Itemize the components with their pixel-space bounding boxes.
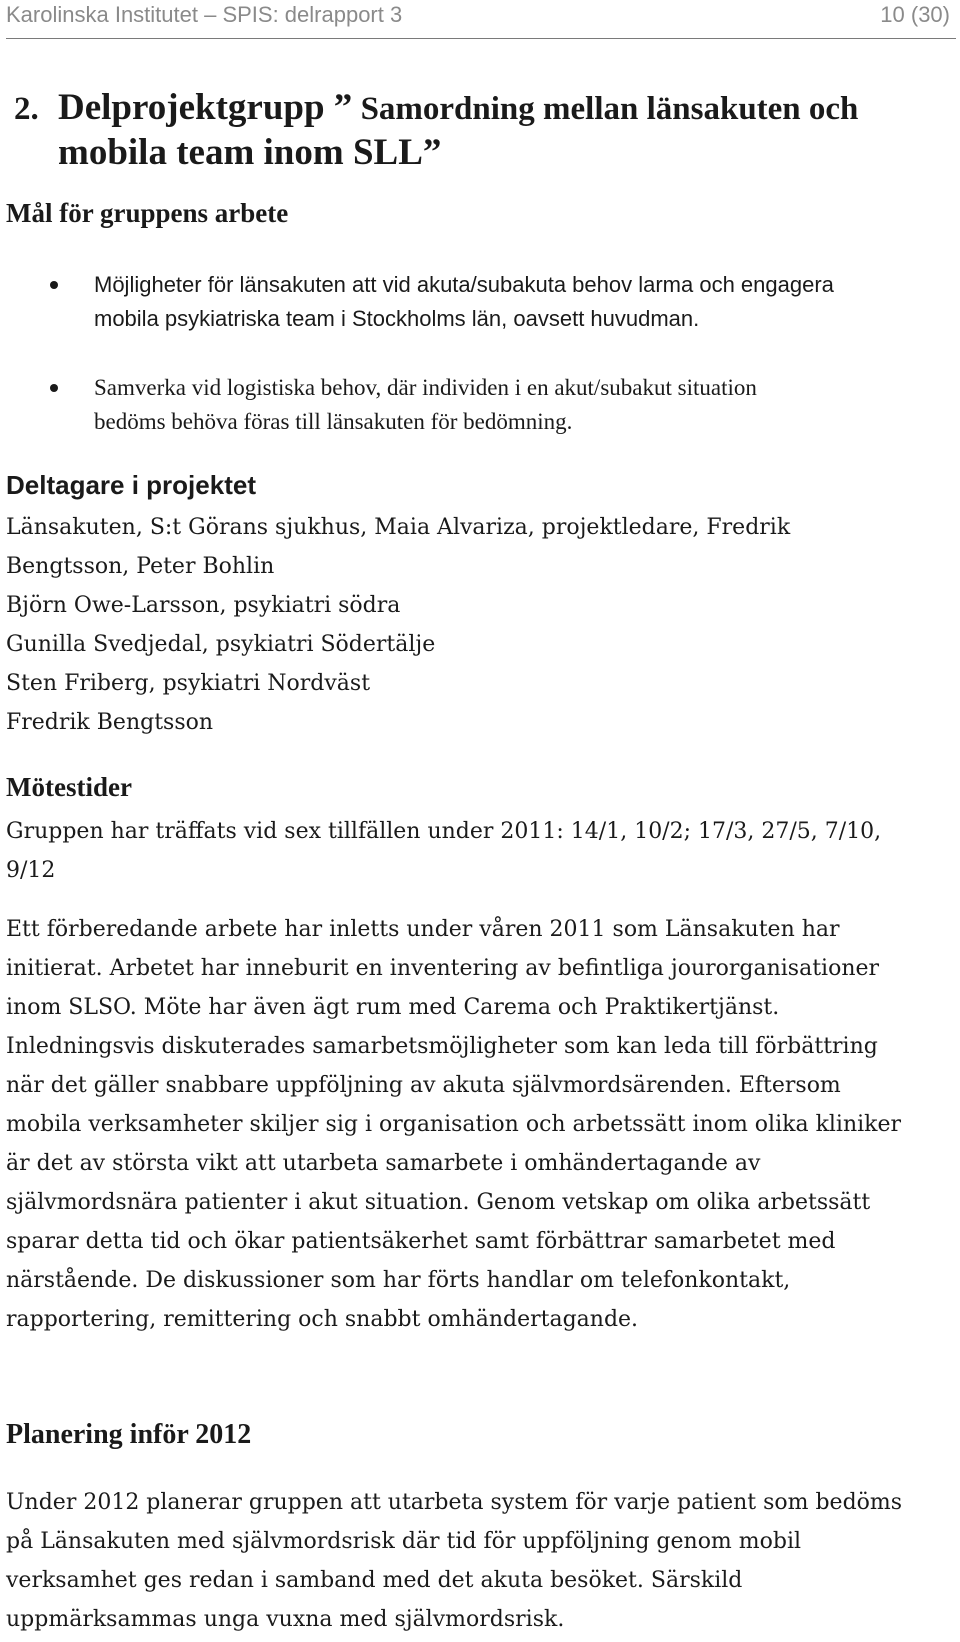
paragraph-line: Ett förberedande arbete har inletts under våren 2011 som Länsakuten har — [6, 917, 840, 942]
meetings-line: 9/12 — [6, 858, 56, 883]
header-page-number: 10 (30) — [880, 2, 950, 27]
meetings-dates — [6, 812, 926, 890]
meetings-heading: Mötestider — [6, 772, 132, 802]
planning-heading: Planering inför 2012 — [6, 1419, 252, 1450]
paragraph-line: närstående. De diskussioner som har förts handlar om telefonkontakt, — [6, 1268, 791, 1293]
planning-line: verksamhet ges redan i samband med det akuta besöket. Särskild — [6, 1568, 743, 1593]
participant-line: Fredrik Bengtsson — [6, 710, 214, 735]
goal-text-line: Möjligheter för länsakuten att vid akuta/subakuta behov larma och engagera — [94, 272, 834, 297]
goal-text-line: Samverka vid logistiska behov, där individen i en akut/subakut situation — [94, 375, 757, 400]
meetings-paragraph — [6, 910, 926, 1339]
paragraph-line: rapportering, remittering och snabbt omhändertagande. — [6, 1307, 639, 1332]
section-title-line2: mobila team inom SLL” — [58, 132, 442, 173]
goal-text-line: mobila psykiatriska team i Stockholms län, oavsett huvudman. — [94, 306, 700, 331]
planning-line: på Länsakuten med självmordsrisk där tid för uppföljning genom mobil — [6, 1529, 802, 1554]
planning-line: uppmärksammas unga vuxna med självmordsrisk. — [6, 1607, 565, 1632]
paragraph-line: sparar detta tid och ökar patientsäkerhet samt förbättrar samarbetet med — [6, 1229, 836, 1254]
section-title — [14, 86, 954, 175]
paragraph-line: Inledningsvis diskuterades samarbetsmöjligheter som kan leda till förbättring — [6, 1034, 878, 1059]
participant-line: Bengtsson, Peter Bohlin — [6, 554, 275, 579]
paragraph-line: när det gäller snabbare uppföljning av akuta självmordsärenden. Eftersom — [6, 1073, 841, 1098]
section-number: 2. — [14, 91, 39, 127]
participant-line: Länsakuten, S:t Görans sjukhus, Maia Alvariza, projektledare, Fredrik — [6, 515, 791, 540]
paragraph-line: inom SLSO. Möte har även ägt rum med Carema och Praktikertjänst. — [6, 995, 780, 1020]
goals-heading: Mål för gruppens arbete — [6, 198, 289, 228]
participants-heading: Deltagare i projektet — [6, 470, 256, 500]
paragraph-line: initierat. Arbetet har inneburit en inventering av befintliga jourorganisationer — [6, 956, 880, 981]
header-document-title: Karolinska Institutet – SPIS: delrapport 3 — [6, 2, 403, 27]
paragraph-line: är det av största vikt att utarbeta samarbete i omhändertagande av — [6, 1151, 761, 1176]
planning-paragraph — [6, 1483, 926, 1639]
participant-line: Sten Friberg, psykiatri Nordväst — [6, 671, 371, 696]
participant-line: Björn Owe-Larsson, psykiatri södra — [6, 593, 401, 618]
goal-text-line: bedöms behöva föras till länsakuten för bedömning. — [94, 409, 573, 434]
bullet-icon — [50, 384, 58, 392]
bullet-icon — [50, 281, 58, 289]
page-header — [6, 0, 956, 39]
section-title-part2: Samordning mellan länsakuten och — [360, 91, 859, 127]
section-title-part1: Delprojektgrupp ” — [58, 87, 353, 128]
paragraph-line: mobila verksamheter skiljer sig i organisation och arbetssätt inom olika kliniker — [6, 1112, 902, 1137]
paragraph-line: självmordsnära patienter i akut situation. Genom vetskap om olika arbetssätt — [6, 1190, 871, 1215]
participants-list — [6, 508, 926, 742]
meetings-line: Gruppen har träffats vid sex tillfällen under 2011: 14/1, 10/2; 17/3, 27/5, 7/10, — [6, 819, 882, 844]
planning-line: Under 2012 planerar gruppen att utarbeta system för varje patient som bedöms — [6, 1490, 903, 1515]
participant-line: Gunilla Svedjedal, psykiatri Södertälje — [6, 632, 436, 657]
